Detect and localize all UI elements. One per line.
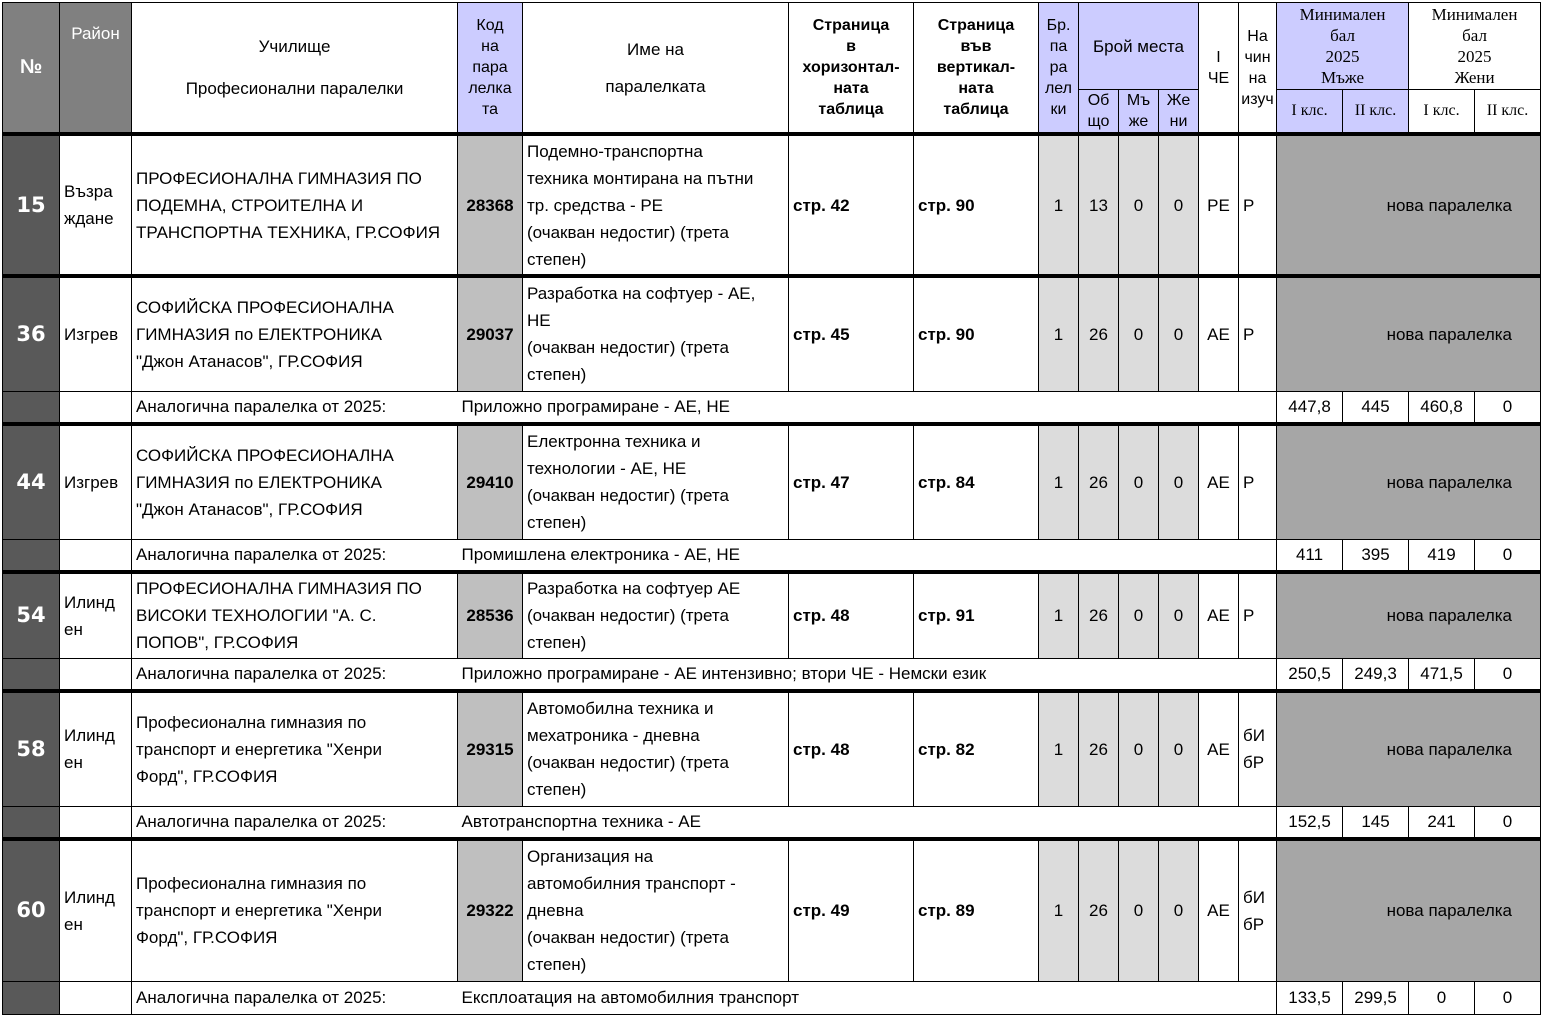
school-line: ГИМНАЗИЯ по ЕЛЕКТРОНИКА: [136, 472, 382, 492]
analog-row: [3, 391, 1541, 424]
study-mode-line: Р: [1243, 606, 1255, 626]
analog-district: [60, 391, 132, 424]
row-status: нова паралелка: [1277, 839, 1541, 981]
schools-table: [2, 2, 1541, 1015]
header-line: ната: [833, 80, 869, 97]
row-code: 29037: [458, 276, 523, 391]
row-language: АЕ: [1199, 839, 1239, 981]
row-district: [60, 572, 132, 658]
analog-row: [3, 806, 1541, 839]
row-female: 0: [1159, 424, 1199, 539]
row-page-horizontal: стр. 45: [789, 276, 914, 391]
row-parallels: 1: [1039, 572, 1079, 658]
district-line: ен: [64, 753, 83, 773]
header-men-class2: II клс.: [1343, 90, 1409, 135]
name-line: степен): [527, 633, 587, 653]
analog-name: Експлоатация на автомобилния транспорт: [458, 981, 1277, 1014]
table-row: [3, 572, 1541, 658]
header-line: Мъже: [1321, 68, 1364, 87]
header-line: 2025: [1457, 47, 1492, 66]
analog-score: 0: [1475, 981, 1541, 1014]
row-male: 0: [1119, 276, 1159, 391]
header-line: във: [960, 38, 992, 55]
name-line: (очакван недостиг) (трета: [527, 753, 729, 773]
study-mode-line: бИ: [1243, 887, 1265, 907]
row-study-mode: [1239, 572, 1277, 658]
name-line: (очакван недостиг) (трета: [527, 338, 729, 358]
row-language: АЕ: [1199, 691, 1239, 806]
header-page-horizontal: [789, 3, 914, 135]
name-line: Подемно-транспортна: [527, 141, 703, 161]
header-page-vertical: [914, 3, 1039, 135]
header-places: Брой места: [1079, 3, 1199, 90]
row-code: 29410: [458, 424, 523, 539]
district-line: ждане: [64, 209, 114, 228]
analog-district: [60, 806, 132, 839]
table-row: [3, 424, 1541, 539]
name-line: Разработка на софтуер - АЕ,: [527, 284, 756, 304]
row-male: 0: [1119, 691, 1159, 806]
row-total: 26: [1079, 839, 1119, 981]
header-line: лел: [1044, 80, 1073, 97]
header-line: изуч: [1241, 90, 1274, 108]
name-line: автомобилния транспорт -: [527, 874, 736, 894]
name-line: технологии - АЕ, НЕ: [527, 459, 687, 479]
header-line: в: [846, 38, 856, 55]
row-page-horizontal: стр. 42: [789, 134, 914, 276]
analog-district: [60, 539, 132, 572]
analog-score: 411: [1277, 539, 1343, 572]
header-line: ки: [1050, 101, 1067, 118]
study-mode-line: бР: [1243, 753, 1265, 773]
school-line: ГИМНАЗИЯ по ЕЛЕКТРОНИКА: [136, 324, 382, 344]
row-code: 28368: [458, 134, 523, 276]
name-line: (очакван недостиг) (трета: [527, 606, 729, 626]
analog-name: Автотранспортна техника - АЕ: [458, 806, 1277, 839]
analog-score: 133,5: [1277, 981, 1343, 1014]
analog-score: 241: [1409, 806, 1475, 839]
header-line: на: [1248, 69, 1267, 87]
row-parallels: 1: [1039, 424, 1079, 539]
row-name: [523, 424, 789, 539]
analog-score: 152,5: [1277, 806, 1343, 839]
header-line: Же: [1166, 92, 1191, 109]
table-row: [3, 839, 1541, 981]
row-school: [132, 691, 458, 806]
name-line: (очакван недостиг) (трета: [527, 928, 729, 948]
analog-score: 0: [1475, 391, 1541, 424]
header-min-score-men: [1277, 3, 1409, 90]
row-female: 0: [1159, 691, 1199, 806]
header-line: Код: [476, 17, 504, 34]
row-total: 26: [1079, 572, 1119, 658]
school-line: ПРОФЕСИОНАЛНА ГИМНАЗИЯ ПО: [136, 168, 422, 188]
row-parallels: 1: [1039, 276, 1079, 391]
district-line: ен: [64, 914, 83, 934]
row-male: 0: [1119, 572, 1159, 658]
school-line: транспорт и енергетика "Хенри: [136, 739, 382, 759]
name-line: Организация на: [527, 847, 654, 867]
school-line: "Джон Атанасов", ГР.СОФИЯ: [136, 499, 363, 519]
study-mode-line: бИ: [1243, 726, 1265, 746]
name-line: техника монтирана на пътни: [527, 168, 754, 188]
school-line: ВИСОКИ ТЕХНОЛОГИИ "А. С.: [136, 606, 377, 626]
row-status: нова паралелка: [1277, 276, 1541, 391]
district-line: Илинд: [64, 726, 115, 746]
analog-score: 395: [1343, 539, 1409, 572]
row-number: 60: [3, 839, 60, 981]
analog-number: [3, 806, 60, 839]
district-line: Илинд: [64, 592, 115, 612]
row-female: 0: [1159, 134, 1199, 276]
header-code: [458, 3, 523, 135]
analog-score: 145: [1343, 806, 1409, 839]
row-school: [132, 572, 458, 658]
row-code: 28536: [458, 572, 523, 658]
row-male: 0: [1119, 839, 1159, 981]
name-line: дневна: [527, 901, 584, 921]
analog-label: Аналогична паралелка от 2025:: [132, 806, 458, 839]
name-line: НЕ: [527, 311, 551, 331]
row-page-vertical: стр. 84: [914, 424, 1039, 539]
row-district: [60, 839, 132, 981]
header-line: що: [1087, 113, 1110, 130]
header-line: ната: [958, 80, 994, 97]
district-line: Изгрев: [64, 324, 119, 344]
row-study-mode: [1239, 134, 1277, 276]
row-language: АЕ: [1199, 424, 1239, 539]
row-school: [132, 424, 458, 539]
analog-name: Промишлена електроника - АЕ, НЕ: [458, 539, 1277, 572]
analog-score: 0: [1475, 658, 1541, 691]
header-number: №: [3, 3, 60, 135]
row-study-mode: [1239, 424, 1277, 539]
header-women-class2: II клс.: [1475, 90, 1541, 135]
name-line: степен): [527, 365, 587, 385]
school-line: Професионална гимназия по: [136, 712, 367, 732]
header-first-language: [1199, 3, 1239, 135]
study-mode-line: бР: [1243, 914, 1265, 934]
row-study-mode: [1239, 691, 1277, 806]
analog-row: [3, 981, 1541, 1014]
header-line: I: [1216, 48, 1221, 66]
name-line: Автомобилна техника и: [527, 699, 714, 719]
analog-score: 460,8: [1409, 391, 1475, 424]
header-line: На: [1247, 27, 1268, 45]
header-school: [132, 3, 458, 135]
name-line: степен): [527, 780, 587, 800]
name-line: (очакван недостиг) (трета: [527, 222, 729, 242]
row-code: 29322: [458, 839, 523, 981]
analog-score: 0: [1475, 539, 1541, 572]
header-line: та: [481, 101, 499, 118]
row-male: 0: [1119, 134, 1159, 276]
row-district: [60, 424, 132, 539]
header-line: ЧЕ: [1207, 69, 1230, 87]
analog-label: Аналогична паралелка от 2025:: [132, 981, 458, 1014]
header-women-class1: I клс.: [1409, 90, 1475, 135]
row-study-mode: [1239, 276, 1277, 391]
school-line: Форд", ГР.СОФИЯ: [136, 766, 278, 786]
header-line: вертикал-: [936, 59, 1016, 76]
analog-score: 250,5: [1277, 658, 1343, 691]
analog-number: [3, 539, 60, 572]
header-line: Бр.: [1046, 17, 1071, 34]
row-name: [523, 276, 789, 391]
header-line: Минимален: [1299, 5, 1386, 24]
analog-name: Приложно програмиране - АЕ, НЕ: [458, 391, 1277, 424]
table-row: [3, 134, 1541, 276]
header-line: 2025: [1325, 47, 1360, 66]
row-parallels: 1: [1039, 134, 1079, 276]
row-total: 26: [1079, 276, 1119, 391]
row-page-vertical: стр. 82: [914, 691, 1039, 806]
header-line: ни: [1169, 113, 1188, 130]
header-line: чин: [1244, 48, 1271, 66]
row-name: [523, 134, 789, 276]
analog-row: [3, 658, 1541, 691]
table-row: [3, 691, 1541, 806]
table-row: [3, 276, 1541, 391]
district-line: Изгрев: [64, 472, 119, 492]
header-line: бал: [1330, 26, 1355, 45]
study-mode-line: Р: [1243, 195, 1255, 215]
header-men-class1: I клс.: [1277, 90, 1343, 135]
row-page-horizontal: стр. 48: [789, 572, 914, 658]
row-number: 58: [3, 691, 60, 806]
analog-district: [60, 981, 132, 1014]
header-places-female: [1159, 90, 1199, 135]
analog-label: Аналогична паралелка от 2025:: [132, 658, 458, 691]
header-line: таблица: [818, 101, 884, 118]
header-district: Район: [60, 3, 132, 135]
row-school: [132, 134, 458, 276]
header-line: Страница: [812, 17, 890, 34]
row-page-horizontal: стр. 47: [789, 424, 914, 539]
analog-name: Приложно програмиране - АЕ интензивно; втори ЧЕ - Немски език: [458, 658, 1277, 691]
row-female: 0: [1159, 839, 1199, 981]
row-language: АЕ: [1199, 572, 1239, 658]
header-line: лелка: [468, 80, 512, 97]
analog-score: 299,5: [1343, 981, 1409, 1014]
row-school: [132, 839, 458, 981]
row-name: [523, 839, 789, 981]
header-line: Жени: [1454, 68, 1495, 87]
row-district: [60, 134, 132, 276]
row-male: 0: [1119, 424, 1159, 539]
row-page-vertical: стр. 90: [914, 276, 1039, 391]
analog-number: [3, 658, 60, 691]
analog-score: 0: [1475, 806, 1541, 839]
row-name: [523, 691, 789, 806]
header-line: па: [1049, 38, 1068, 55]
row-school: [132, 276, 458, 391]
header-line: на: [481, 38, 499, 55]
header-study-mode: [1239, 3, 1277, 135]
school-line: ПОДЕМНА, СТРОИТЕЛНА И: [136, 195, 364, 215]
row-number: 54: [3, 572, 60, 658]
header-parallels-count: [1039, 3, 1079, 135]
row-parallels: 1: [1039, 839, 1079, 981]
row-number: 36: [3, 276, 60, 391]
header-line: бал: [1462, 26, 1487, 45]
school-line: Форд", ГР.СОФИЯ: [136, 928, 278, 948]
header-school-line2: Професионални паралелки: [185, 78, 404, 98]
name-line: Разработка на софтуер АЕ: [527, 579, 741, 599]
row-female: 0: [1159, 276, 1199, 391]
header-name: [523, 3, 789, 135]
header-line: хоризонтал-: [802, 59, 900, 76]
school-line: ПРОФЕСИОНАЛНА ГИМНАЗИЯ ПО: [136, 579, 422, 599]
school-line: ПОПОВ", ГР.СОФИЯ: [136, 633, 299, 653]
analog-number: [3, 391, 60, 424]
name-line: степен): [527, 513, 587, 533]
header-row: [3, 3, 1541, 90]
row-total: 26: [1079, 691, 1119, 806]
analog-row: [3, 539, 1541, 572]
name-line: степен): [527, 955, 587, 975]
header-line: же: [1128, 113, 1149, 130]
header-line: таблица: [943, 101, 1009, 118]
row-page-vertical: стр. 91: [914, 572, 1039, 658]
header-line: Страница: [937, 17, 1015, 34]
header-places-total: [1079, 90, 1119, 135]
row-study-mode: [1239, 839, 1277, 981]
name-line: мехатроника - дневна: [527, 726, 700, 746]
school-line: Професионална гимназия по: [136, 874, 367, 894]
row-district: [60, 276, 132, 391]
row-number: 44: [3, 424, 60, 539]
row-language: АЕ: [1199, 276, 1239, 391]
row-status: нова паралелка: [1277, 424, 1541, 539]
school-line: транспорт и енергетика "Хенри: [136, 901, 382, 921]
analog-number: [3, 981, 60, 1014]
analog-score: 445: [1343, 391, 1409, 424]
analog-score: 447,8: [1277, 391, 1343, 424]
study-mode-line: Р: [1243, 472, 1255, 492]
analog-score: 471,5: [1409, 658, 1475, 691]
header-line: Об: [1087, 92, 1110, 109]
row-name: [523, 572, 789, 658]
row-district: [60, 691, 132, 806]
district-line: Възра: [64, 182, 113, 201]
header-line: ра: [1049, 59, 1068, 76]
header-line: пара: [472, 59, 508, 76]
header-name-line2: паралелката: [605, 76, 706, 96]
header-line: Минимален: [1431, 5, 1518, 24]
school-line: "Джон Атанасов", ГР.СОФИЯ: [136, 351, 363, 371]
name-line: тр. средства - РЕ: [527, 195, 664, 215]
row-page-horizontal: стр. 49: [789, 839, 914, 981]
row-status: нова паралелка: [1277, 691, 1541, 806]
header-line: Мъ: [1126, 92, 1151, 109]
row-number: 15: [3, 134, 60, 276]
district-line: ен: [64, 619, 83, 639]
analog-score: 419: [1409, 539, 1475, 572]
school-line: СОФИЙСКА ПРОФЕСИОНАЛНА: [136, 445, 394, 465]
row-parallels: 1: [1039, 691, 1079, 806]
row-female: 0: [1159, 572, 1199, 658]
analog-label: Аналогична паралелка от 2025:: [132, 391, 458, 424]
analog-score: 0: [1409, 981, 1475, 1014]
analog-district: [60, 658, 132, 691]
row-page-horizontal: стр. 48: [789, 691, 914, 806]
row-code: 29315: [458, 691, 523, 806]
analog-label: Аналогична паралелка от 2025:: [132, 539, 458, 572]
school-line: СОФИЙСКА ПРОФЕСИОНАЛНА: [136, 297, 394, 317]
name-line: Електронна техника и: [527, 432, 701, 452]
header-places-male: [1119, 90, 1159, 135]
header-school-line1: Училище: [258, 36, 331, 56]
study-mode-line: Р: [1243, 324, 1255, 344]
school-line: ТРАНСПОРТНА ТЕХНИКА, ГР.СОФИЯ: [136, 222, 441, 242]
row-status: нова паралелка: [1277, 572, 1541, 658]
header-name-line1: Име на: [627, 39, 684, 59]
name-line: (очакван недостиг) (трета: [527, 486, 729, 506]
row-language: РЕ: [1199, 134, 1239, 276]
row-page-vertical: стр. 89: [914, 839, 1039, 981]
row-status: нова паралелка: [1277, 134, 1541, 276]
row-total: 13: [1079, 134, 1119, 276]
district-line: Илинд: [64, 887, 115, 907]
row-total: 26: [1079, 424, 1119, 539]
row-page-vertical: стр. 90: [914, 134, 1039, 276]
name-line: степен): [527, 249, 587, 269]
header-min-score-women: [1409, 3, 1541, 90]
analog-score: 249,3: [1343, 658, 1409, 691]
